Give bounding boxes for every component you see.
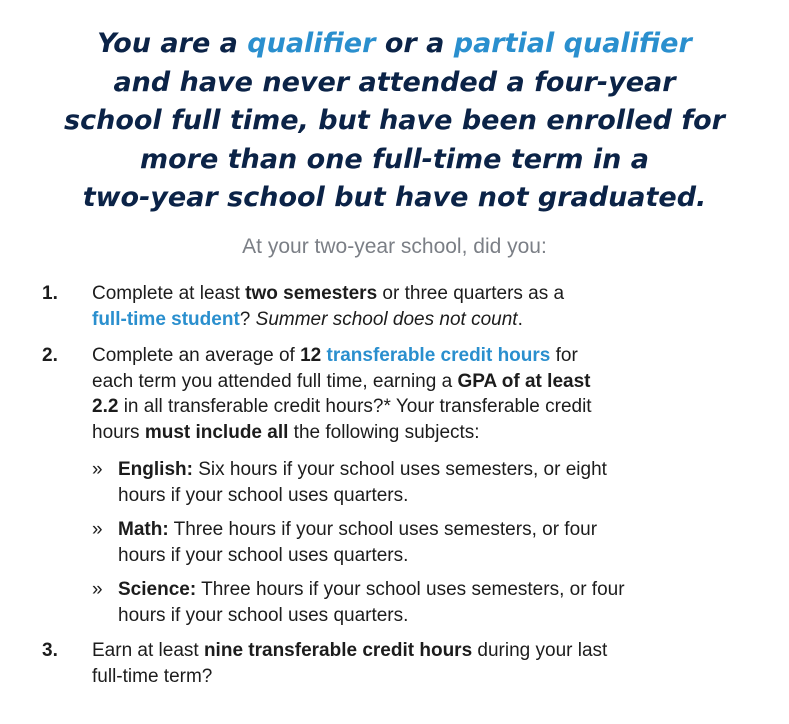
full-time-student-link[interactable]: full-time student	[92, 308, 240, 330]
heading-line-1: You are a qualifier or a partial qualifier	[97, 28, 692, 59]
page-heading	[10, 25, 779, 218]
qualifier-highlight: qualifier	[247, 28, 376, 59]
item-number: 1.	[42, 283, 58, 304]
item-text: Complete at least two semesters or three quarters as a full-time student? Summer school does not count.	[92, 283, 565, 330]
heading-line-2: and have never attended a four-year	[113, 66, 676, 98]
heading-line-3: school full time, but have been enrolled for	[64, 105, 725, 136]
item-text: Complete an average of 12 transferable credit hours for each term you attended full time, earning a GPA of at least 2.2 in all transferable credit hours?* Your transferable credit hours must include all the following subjects:	[92, 345, 592, 443]
chevron-right-icon: »	[92, 519, 103, 540]
partial-qualifier-highlight: partial qualifier	[453, 28, 692, 59]
chevron-right-icon: »	[92, 579, 103, 600]
item-number: 2.	[42, 345, 58, 366]
item-number: 3.	[42, 640, 58, 661]
heading-line-5: two-year school but have not graduated.	[82, 182, 707, 213]
chevron-right-icon: »	[92, 459, 103, 480]
item-text: Earn at least nine transferable credit hours during your last full-time term?	[92, 640, 608, 687]
transferable-credit-hours-link[interactable]: transferable credit hours	[326, 345, 551, 366]
heading-line-4: more than one full-time term in a	[139, 143, 650, 175]
subtitle: At your two-year school, did you:	[242, 235, 547, 258]
